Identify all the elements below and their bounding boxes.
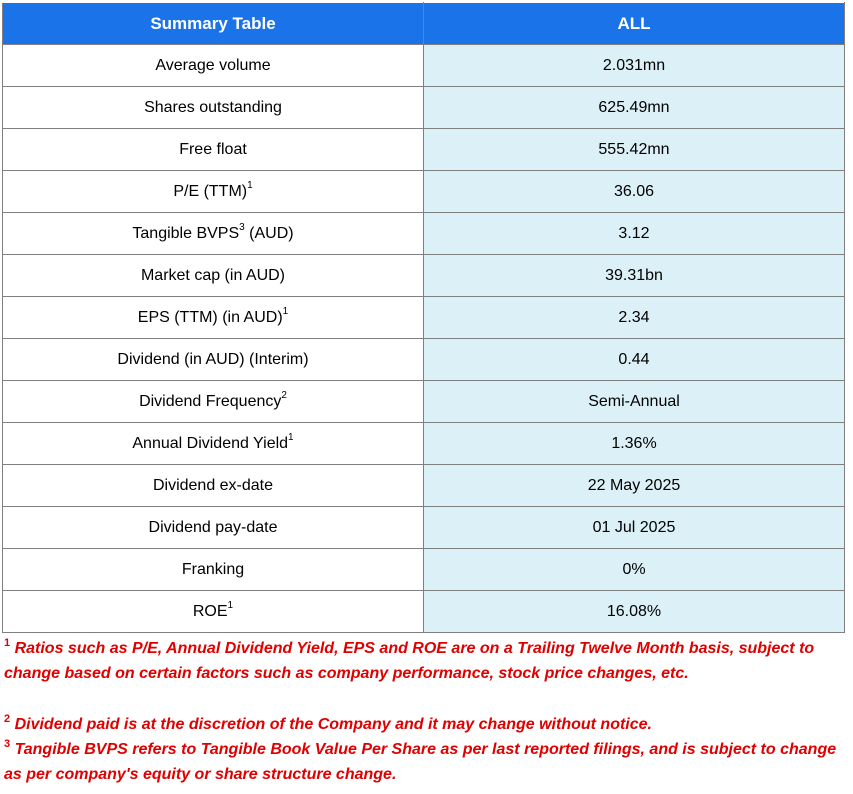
row-label-cell: [3, 339, 424, 381]
row-label: Franking: [181, 560, 245, 578]
row-value: 16.08%: [424, 591, 845, 633]
row-label-cell: [3, 423, 424, 465]
row-label-cell: [3, 465, 424, 507]
table-row: [3, 507, 845, 549]
table-row: [3, 339, 845, 381]
row-value: 39.31bn: [424, 255, 845, 297]
row-value: 555.42mn: [424, 129, 845, 171]
footnote-3: [4, 737, 844, 787]
table-row: [3, 381, 845, 423]
table-row: [3, 87, 845, 129]
row-label: EPS (TTM) (in AUD): [137, 308, 283, 326]
row-value: 625.49mn: [424, 87, 845, 129]
row-value: 2.031mn: [424, 45, 845, 87]
footnote-ref: 1: [247, 180, 253, 192]
table-row: [3, 465, 845, 507]
footnote-ref: 2: [281, 390, 287, 402]
table-row: [3, 129, 845, 171]
table-row: [3, 45, 845, 87]
row-label: P/E (TTM): [173, 182, 248, 200]
header-summary-table: Summary Table: [3, 3, 424, 45]
table-row: [3, 591, 845, 633]
table-body: [3, 45, 845, 633]
row-label: Dividend pay-date: [148, 518, 278, 536]
table-row: [3, 297, 845, 339]
row-value: 1.36%: [424, 423, 845, 465]
footnote-number: 3: [4, 737, 11, 750]
row-value: 0%: [424, 549, 845, 591]
row-label: ROE: [192, 602, 228, 620]
row-value: 01 Jul 2025: [424, 507, 845, 549]
footnote-ref: 3: [239, 222, 245, 234]
row-value: 3.12: [424, 213, 845, 255]
row-label-cell: [3, 549, 424, 591]
row-value: 22 May 2025: [424, 465, 845, 507]
row-label-cell: [3, 129, 424, 171]
row-value: Semi-Annual: [424, 381, 845, 423]
footnote-ref: 1: [288, 432, 294, 444]
table-row: [3, 255, 845, 297]
footnote-text: Dividend paid is at the discretion of the Company and it may change without notice.: [14, 716, 652, 733]
row-label-suffix: (AUD): [244, 224, 294, 242]
row-label: Annual Dividend Yield: [132, 434, 289, 452]
table-row: [3, 171, 845, 213]
row-label: Dividend (in AUD) (Interim): [117, 350, 309, 368]
footnotes: [4, 636, 844, 787]
row-label: Free float: [179, 140, 247, 158]
row-label-cell: [3, 255, 424, 297]
footnote-number: 1: [4, 636, 11, 649]
footnote-ref: 1: [282, 306, 289, 318]
row-label: Dividend ex-date: [152, 476, 274, 494]
footnote-1: [4, 636, 844, 686]
summary-table-container: [2, 2, 845, 633]
row-label-cell: [3, 87, 424, 129]
row-label-cell: [3, 297, 424, 339]
table-row: [3, 213, 845, 255]
footnote-ref: 1: [227, 600, 234, 612]
row-label: Dividend Frequency: [139, 392, 282, 410]
row-label: Market cap (in AUD): [140, 266, 286, 284]
row-label: Average volume: [155, 56, 271, 74]
row-value: 2.34: [424, 297, 845, 339]
row-value: 0.44: [424, 339, 845, 381]
header-ticker: ALL: [424, 3, 845, 45]
table-header-row: [3, 3, 845, 45]
row-label-cell: [3, 507, 424, 549]
row-label-cell: [3, 381, 424, 423]
summary-table: [2, 2, 845, 633]
row-label: Tangible BVPS: [132, 224, 240, 242]
row-label: Shares outstanding: [144, 98, 282, 116]
row-value: 36.06: [424, 171, 845, 213]
row-label-cell: [3, 213, 424, 255]
row-label-cell: [3, 591, 424, 633]
row-label-cell: [3, 45, 424, 87]
row-label-cell: [3, 171, 424, 213]
table-row: [3, 549, 845, 591]
footnote-number: 2: [4, 712, 11, 725]
footnote-2: [4, 712, 844, 737]
table-row: [3, 423, 845, 465]
footnote-text: Tangible BVPS refers to Tangible Book Value Per Share as per last reported filings, and is subject to change as per company's equity or share structure change.: [4, 741, 837, 783]
footnote-text: Ratios such as P/E, Annual Dividend Yield, EPS and ROE are on a Trailing Twelve Month basis, subject to change based on certain factors such as company performance, stock price changes, etc.: [4, 640, 815, 682]
